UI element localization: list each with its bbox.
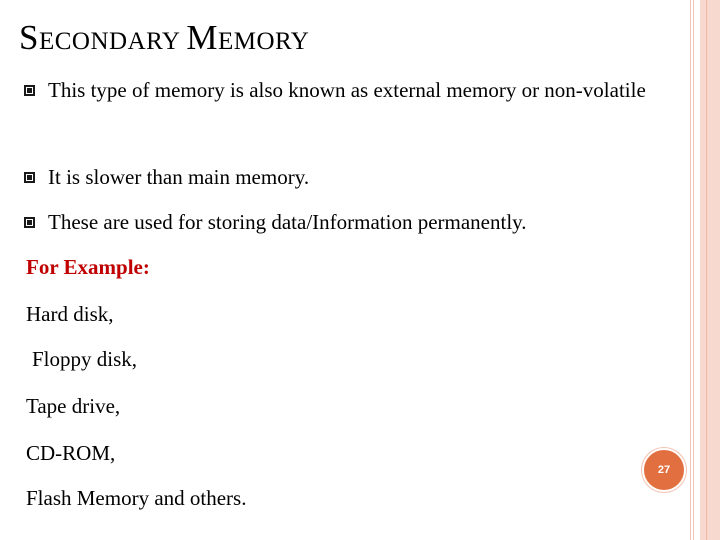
decorative-stripe [706, 0, 707, 540]
example-item: Flash Memory and others. [26, 486, 247, 510]
decorative-stripe [693, 0, 694, 540]
example-item: Tape drive, [26, 394, 121, 418]
example-item: Hard disk, [26, 302, 114, 326]
bullet-text: This type of memory is also known as external memory or non-volatile [48, 78, 646, 102]
checkbox-square-icon [24, 85, 35, 96]
bullet-text: It is slower than main memory. [48, 165, 310, 189]
example-heading: For Example: [26, 255, 150, 279]
checkbox-square-icon [24, 172, 35, 183]
decorative-stripe [700, 0, 720, 540]
bullet-text: These are used for storing data/Information permanently. [48, 210, 527, 234]
page-number-badge [642, 448, 686, 492]
checkbox-square-icon [24, 217, 35, 228]
decorative-stripe [690, 0, 691, 540]
example-item: CD-ROM, [26, 441, 116, 465]
slide-title: SECONDARY MEMORY [19, 18, 310, 57]
page-number: 27 [657, 464, 671, 476]
example-item: Floppy disk, [32, 347, 138, 371]
